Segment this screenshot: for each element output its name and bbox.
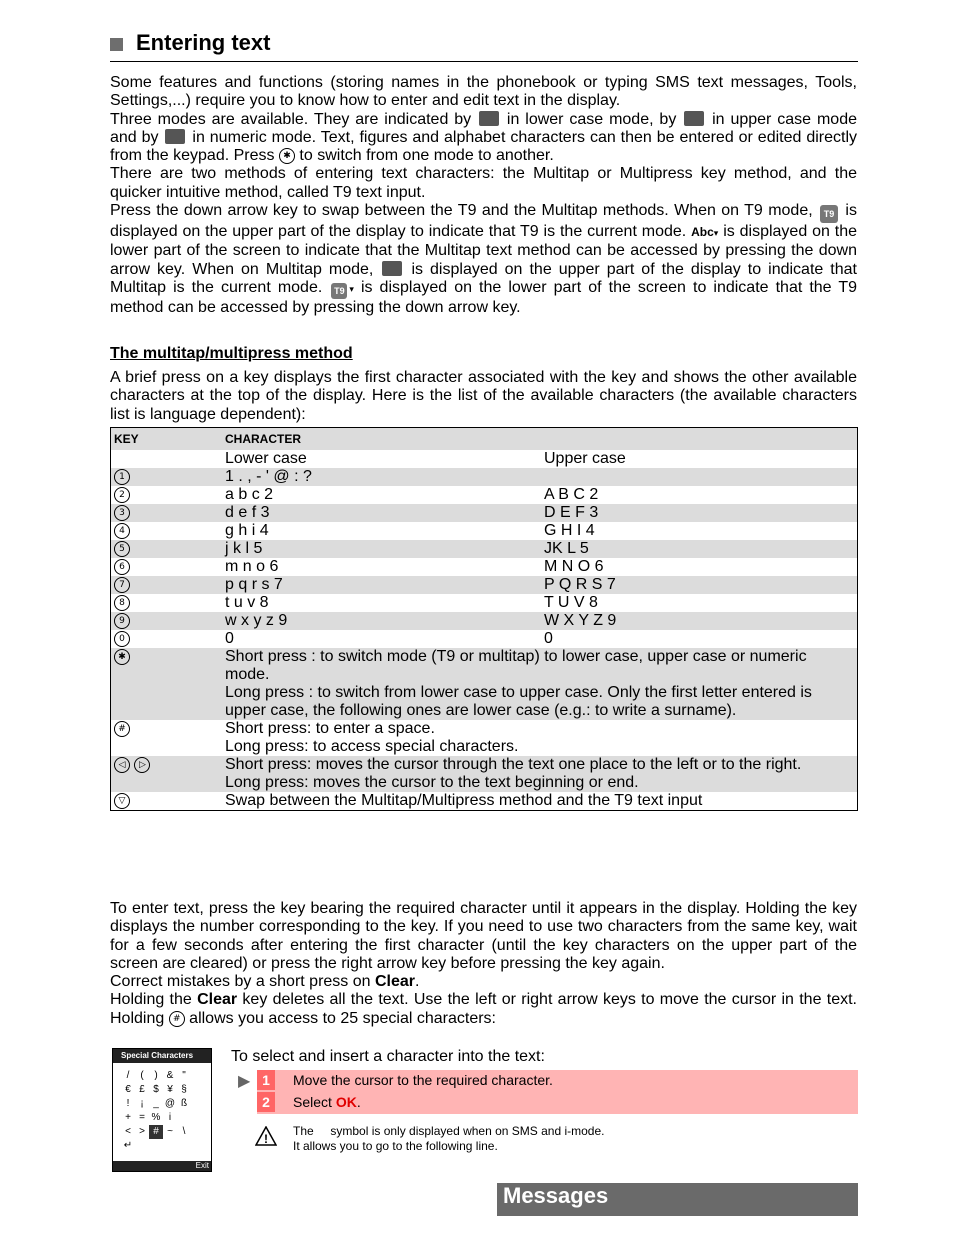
key-2-icon: 2	[114, 487, 130, 503]
intro-t9-e: is displayed on the lower part of the screen to indicate that the T9 method can be accessed by pressing the down arrow key.	[110, 278, 858, 316]
row-lower: 1 . , - ' @ : ?	[222, 468, 541, 486]
intro-line-3: There are two methods of entering text characters: the Multitap or Multipress key method, and the quicker intuitive method, called T9 text input.	[110, 165, 857, 201]
t9-mode-icon: T9	[820, 205, 838, 223]
star-long-text: Long press : to switch from lower case to upper case. Only the first letter entered is upper case, the following ones are lower case (e.g.: to write a surname).	[225, 684, 812, 719]
row-lower: w x y z 9	[222, 612, 541, 630]
intro-modes-d: in numeric mode. Text, figures and alphabet characters can then be entered or edited directly from the keypad. Press	[110, 128, 858, 165]
intro-modes-a: Three modes are available. They are indicated by	[110, 110, 472, 128]
t9-arrow-icon: T9	[331, 283, 347, 299]
table-subheader-row	[111, 450, 858, 468]
intro-t9-b: is displayed on the upper part of the display to indicate that T9 is the current mode.	[110, 202, 857, 241]
row-lower: 0	[225, 630, 234, 647]
star-key-icon: ✱	[114, 649, 130, 665]
key-8-icon: 8	[114, 595, 130, 611]
arrows-long-text: Long press: moves the cursor to the text beginning or end.	[225, 774, 639, 791]
header-key: KEY	[111, 428, 223, 451]
row-upper: A B C 2	[544, 486, 599, 503]
clear-key-label: Clear	[197, 991, 238, 1009]
key-1-icon: 1	[114, 469, 130, 485]
hash-key-icon: #	[169, 1011, 185, 1027]
lower-case-label: Lower case	[225, 450, 307, 467]
key-7-icon: 7	[114, 577, 130, 593]
intro-t9-a: Press the down arrow key to swap between the T9 and the Multitap methods. When on T9 mode,	[110, 202, 813, 220]
table-row	[111, 792, 858, 811]
multitap-mode-icon	[382, 261, 402, 276]
row-lower: a b c 2	[225, 486, 274, 503]
key-0-icon: 0	[114, 631, 130, 647]
svg-text:!: !	[264, 1132, 268, 1146]
step-text: Select	[293, 1094, 332, 1110]
row-upper: P Q R S 7	[541, 576, 858, 594]
title-divider	[110, 61, 858, 62]
table-row	[111, 486, 858, 504]
row-upper: JK L 5	[541, 540, 858, 558]
table-row	[111, 630, 858, 648]
table-row	[111, 594, 858, 612]
row-upper: T U V 8	[544, 594, 598, 611]
right-arrow-key-icon: ▷	[134, 757, 150, 773]
row-lower: g h i 4	[225, 522, 269, 539]
key-5-icon: 5	[114, 541, 130, 557]
phone-screen-image	[112, 1048, 212, 1172]
warning-icon	[255, 1126, 277, 1146]
row-lower: t u v 8	[225, 594, 269, 611]
row-upper: W X Y Z 9	[541, 612, 858, 630]
page-title: Entering text	[136, 30, 271, 55]
intro-modes-b: in lower case mode, by	[506, 110, 677, 128]
phone-softkey-bar	[113, 1161, 211, 1171]
hash-key-icon: #	[114, 721, 130, 737]
lowercase-mode-icon	[479, 111, 499, 126]
row-lower: p q r s 7	[222, 576, 541, 594]
steps-box: 1 Move the cursor to the required character. 2 Select OK.	[257, 1070, 858, 1114]
down-key-text: Swap between the Multitap/Multipress method and the T9 text input	[225, 792, 703, 809]
down-arrow-key-icon: ▽	[114, 793, 130, 809]
table-row	[111, 576, 858, 594]
uppercase-mode-icon	[684, 111, 704, 126]
holding-text-c: allows you access to 25 special characters:	[189, 1009, 496, 1027]
table-row	[111, 468, 858, 486]
intro-t9-c: is displayed on the lower part of the screen to indicate that the Multitap text method can be accessed by pressing the down arrow key. When on Multitap mode,	[110, 223, 857, 278]
row-lower: d e f 3	[222, 504, 541, 522]
note-line-1: The symbol is only displayed when on SMS and i-mode.	[293, 1124, 605, 1138]
ok-label: OK	[335, 1094, 357, 1110]
step-arrow-icon: ▶	[238, 1073, 251, 1090]
phone-exit-label: Exit	[195, 1161, 209, 1170]
key-4-icon: 4	[114, 523, 130, 539]
intro-modes-e: to switch from one mode to another.	[299, 147, 554, 165]
row-upper: D E F 3	[541, 504, 858, 522]
note-line-2: It allows you to go to the following line.	[293, 1139, 498, 1153]
upper-case-label: Upper case	[544, 450, 626, 467]
left-arrow-key-icon: ◁	[114, 757, 130, 773]
footer-section-label: Messages	[497, 1183, 858, 1216]
row-upper: M N O 6	[544, 558, 604, 575]
enter-text-instructions: To enter text, press the key bearing the required character until it appears in the display. Holding the key displays the number corresponding to the key. If you need to use two characters from the same key, wait for a few seconds after entering the first character (until the key characters on the upper part of the screen are cleared) or press the right arrow key before pressing the key again.	[110, 900, 857, 972]
row-upper: G H I 4	[544, 522, 595, 539]
star-short-text: Short press : to switch mode (T9 or multitap) to lower case, upper case or numeric mode.	[225, 648, 807, 683]
table-row	[111, 720, 858, 756]
table-row	[111, 756, 858, 792]
after-paragraph	[110, 900, 857, 1028]
header-character: CHARACTER	[222, 428, 858, 451]
key-6-icon: 6	[114, 559, 130, 575]
table-row	[111, 504, 858, 522]
numeric-mode-icon	[165, 129, 185, 144]
step-number: 1	[257, 1070, 275, 1090]
period: .	[415, 973, 420, 991]
step-text: Move the cursor to the required character.	[293, 1072, 553, 1088]
intro-paragraph: Some features and functions (storing names in the phonebook or typing SMS text messages, Tools, Settings,...) require you to know how to enter and edit text in the display. Three modes are available. They are indicated by in lower case mode, by in upper case mode and by in numeric mode. Text, figures and alphabet characters can then be entered or edited directly from the keypad. Press ✱ to switch from one mode to another. There are two methods of entering text characters: the Multitap or Multipress key method, and the quicker intuitive method, called T9 text input. Press the down arrow key to swap between the T9 and the Multitap methods. When on T9 mode, T9 is displayed on the upper part of the display to indicate that T9 is the current mode. Abc▾ is displayed on the lower part of the screen to indicate that the Multitap text method can be accessed by pressing the down arrow key. When on Multitap mode, is displayed on the upper part of the display to indicate that Multitap is the current mode. T9 ▾ is displayed on the lower part of the screen to indicate that the T9 method can be accessed by pressing the down arrow key.	[110, 74, 858, 316]
select-instruction: To select and insert a character into the text:	[231, 1048, 545, 1065]
phone-title: Special Characters	[113, 1049, 211, 1063]
clear-key-label: Clear	[375, 973, 416, 991]
note-text	[293, 1124, 604, 1154]
step-number: 2	[257, 1092, 275, 1112]
table-row	[111, 522, 858, 540]
arrows-short-text: Short press: moves the cursor through the text one place to the left or to the right.	[225, 756, 802, 773]
row-upper: 0	[544, 630, 553, 647]
correct-mistakes-text: Correct mistakes by a short press on	[110, 973, 371, 991]
row-lower: j k l 5	[222, 540, 541, 558]
intro-line-1: Some features and functions (storing names in the phonebook or typing SMS text messages, Tools, Settings,...) require you to know how to enter and edit text in the display.	[110, 74, 857, 110]
table-header-row	[111, 428, 858, 451]
table-row	[111, 540, 858, 558]
intro-t9-d: is displayed on the upper part of the display to indicate that Multitap is the current mode.	[110, 260, 857, 296]
hash-short-text: Short press: to enter a space.	[225, 720, 435, 737]
table-row	[111, 558, 858, 576]
abc-arrow-icon: Abc	[691, 225, 714, 240]
star-key-icon: ✱	[279, 148, 295, 164]
row-upper	[541, 468, 858, 486]
table-row	[111, 648, 858, 720]
heading-bullet	[110, 38, 123, 51]
key-9-icon: 9	[114, 613, 130, 629]
holding-text-a: Holding the	[110, 991, 192, 1009]
intro-modes-c: in upper case mode and by	[110, 110, 857, 146]
table-row	[111, 612, 858, 630]
row-lower: m n o 6	[225, 558, 279, 575]
hash-long-text: Long press: to access special characters.	[225, 738, 519, 755]
key-3-icon: 3	[114, 505, 130, 521]
section-heading: The multitap/multipress method	[110, 345, 353, 362]
holding-text-b: key deletes all the text. Use the left or right arrow keys to move the cursor in the text. Holding	[110, 991, 857, 1027]
section-text: A brief press on a key displays the first character associated with the key and shows the other available characters at the top of the display. Here is the list of the available characters (the available characters list is language dependent):	[110, 369, 857, 423]
special-char-grid: / ( ) & " € £ $ ¥ § ! ¡ _ @ ß + = % i < > # ~ \ ↵	[123, 1070, 188, 1151]
character-table	[110, 427, 858, 811]
